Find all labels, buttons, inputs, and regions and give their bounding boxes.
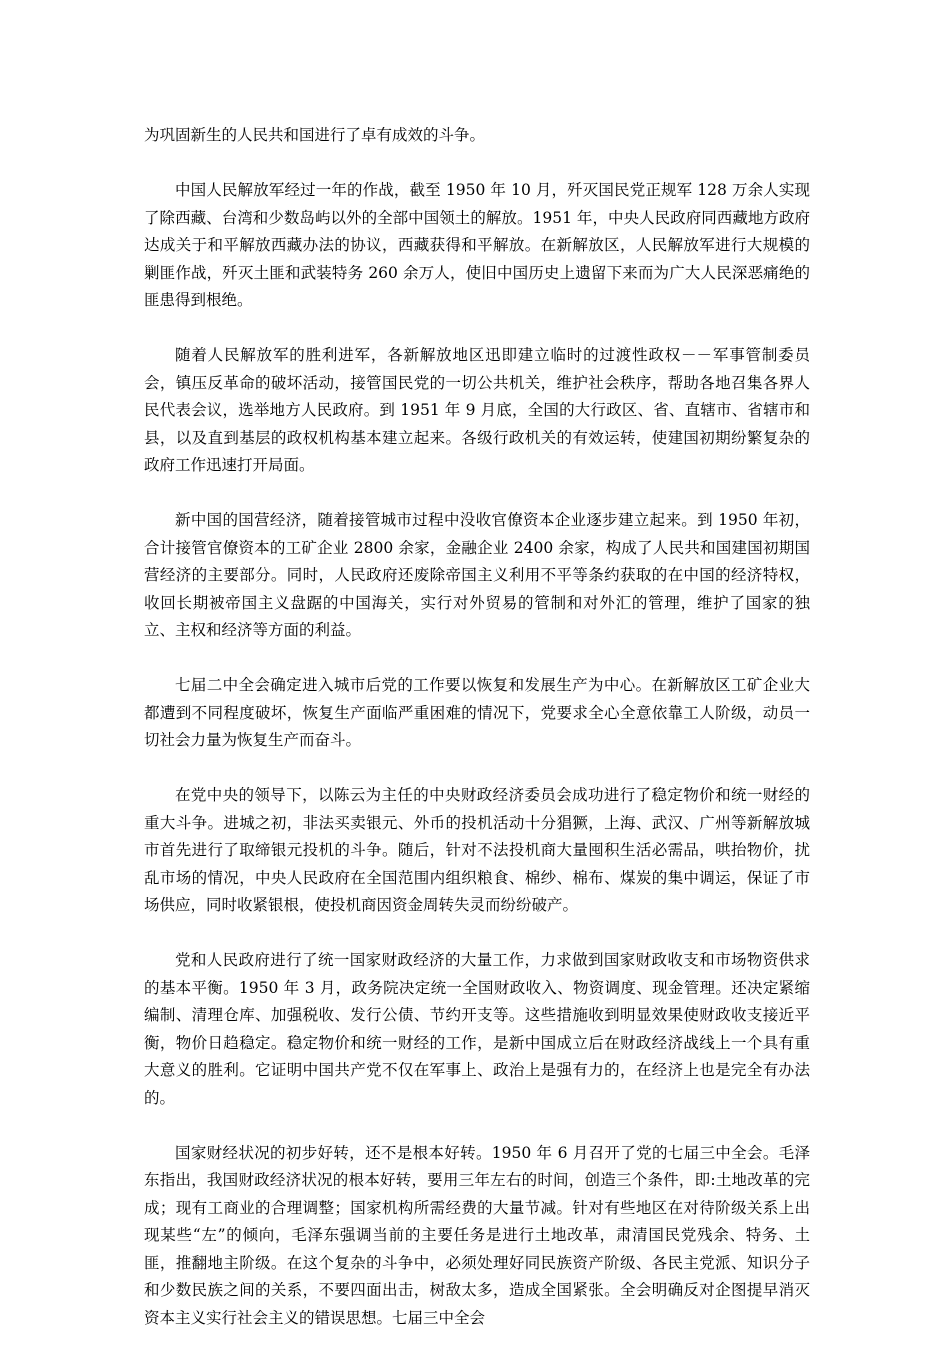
- paragraph: 中国人民解放军经过一年的作战，截至 1950 年 10 月，歼灭国民党正规军 128 万余人实现了除西藏、台湾和少数岛屿以外的全部中国领土的解放。1951 年，中央人民政府同西藏地方政府达成关于和平解放西藏办法的协议，西藏获得和平解放。在新解放区，人民解放军进行大规模的剿匪作战，歼灭土匪和武装特务 260 余万人，使旧中国历史上遗留下来而为广大人民深恶痛绝的匪患得到根绝。: [144, 181, 810, 309]
- paragraph: 新中国的国营经济，随着接管城市过程中没收官僚资本企业逐步建立起来。到 1950 年初，合计接管官僚资本的工矿企业 2800 余家，金融企业 2400 余家，构成了人民共和国建国初期国营经济的主要部分。同时，人民政府还废除帝国主义利用不平等条约获取的在中国的经济特权，收回长期被帝国主义盘踞的中国海关，实行对外贸易的管制和对外汇的管理，维护了国家的独立、主权和经济等方面的利益。: [144, 511, 810, 639]
- paragraph: 为巩固新生的人民共和国进行了卓有成效的斗争。: [144, 126, 486, 144]
- document-body: [144, 122, 810, 1360]
- paragraph: 在党中央的领导下，以陈云为主任的中央财政经济委员会成功进行了稳定物价和统一财经的重大斗争。进城之初，非法买卖银元、外币的投机活动十分猖獗，上海、武汉、广州等新解放城市首先进行了取缔银元投机的斗争。随后，针对不法投机商大量囤积生活必需品，哄抬物价，扰乱市场的情况，中央人民政府在全国范围内组织粮食、棉纱、棉布、煤炭的集中调运，保证了市场供应，同时收紧银根，使投机商因资金周转失灵而纷纷破产。: [144, 786, 810, 914]
- paragraph: 随着人民解放军的胜利进军，各新解放地区迅即建立临时的过渡性政权－－军事管制委员会，镇压反革命的破坏活动，接管国民党的一切公共机关，维护社会秩序，帮助各地召集各界人民代表会议，选举地方人民政府。到 1951 年 9 月底，全国的大行政区、省、直辖市、省辖市和县，以及直到基层的政权机构基本建立起来。各级行政机关的有效运转，使建国初期纷繁复杂的政府工作迅速打开局面。: [144, 346, 810, 474]
- paragraph: 七届二中全会确定进入城市后党的工作要以恢复和发展生产为中心。在新解放区工矿企业大都遭到不同程度破坏，恢复生产面临严重困难的情况下，党要求全心全意依靠工人阶级，动员一切社会力量为恢复生产而奋斗。: [144, 676, 810, 749]
- paragraph: 国家财经状况的初步好转，还不是根本好转。1950 年 6 月召开了党的七届三中全会。毛泽东指出，我国财政经济状况的根本好转，要用三年左右的时间，创造三个条件，即:土地改革的完成；现有工商业的合理调整；国家机构所需经费的大量节减。针对有些地区在对待阶级关系上出现某些“左”的倾向，毛泽东强调当前的主要任务是进行土地改革，肃清国民党残余、特务、土匪，推翻地主阶级。在这个复杂的斗争中，必须处理好同民族资产阶级、各民主党派、知识分子和少数民族之间的关系，不要四面出击，树敌太多，造成全国紧张。全会明确反对企图提早消灭资本主义实行社会主义的错误思想。七届三中全会: [144, 1143, 810, 1327]
- paragraph: 党和人民政府进行了统一国家财政经济的大量工作，力求做到国家财政收支和市场物资供求的基本平衡。1950 年 3 月，政务院决定统一全国财政收入、物资调度、现金管理。还决定紧缩编制、清理仓库、加强税收、发行公债、节约开支等。这些措施收到明显效果使财政收支接近平衡，物价日趋稳定。稳定物价和统一财经的工作，是新中国成立后在财政经济战线上一个具有重大意义的胜利。它证明中国共产党不仅在军事上、政治上是强有力的，在经济上也是完全有办法的。: [144, 951, 810, 1107]
